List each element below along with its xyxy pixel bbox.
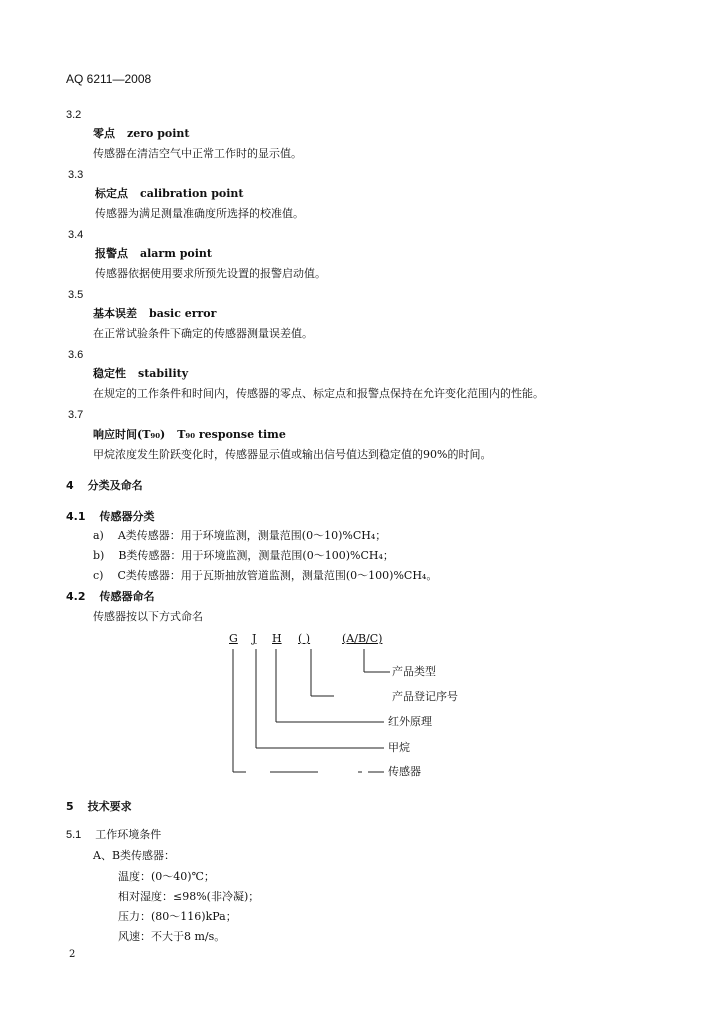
section-heading (66, 800, 132, 814)
naming-intro: 传感器按以下方式命名 (93, 610, 203, 623)
sensor-class-label: A、B类传感器： (93, 849, 176, 862)
code-letter-h: H (272, 632, 282, 645)
term-cn: 响应时间(T₉₀) (93, 428, 166, 441)
subsection-number: 4.1 (66, 510, 86, 523)
subsection-title: 工作环境条件 (95, 828, 162, 841)
term-definition: 传感器为满足测量准确度所选择的校准值。 (95, 207, 304, 220)
term-number: 3.7 (68, 409, 84, 421)
condition-pressure: 压力：(80～116)kPa； (118, 910, 237, 923)
term-number: 3.3 (68, 169, 84, 181)
term-en: basic error (149, 307, 217, 320)
term-definition: 甲烷浓度发生阶跃变化时，传感器显示值或输出信号值达到稳定值的90%的时间。 (93, 448, 492, 461)
label-registration-serial: 产品登记序号 (392, 690, 458, 703)
subsection-heading (66, 828, 161, 842)
section-number: 5 (66, 800, 74, 813)
page-number: 2 (69, 949, 76, 960)
subsection-number: 4.2 (66, 590, 86, 603)
subsection-number: 5.1 (66, 829, 82, 841)
condition-humidity: 相对湿度：≤98%(非冷凝)； (118, 890, 260, 903)
term-number: 3.6 (68, 349, 84, 361)
condition-temperature: 温度：(0～40)℃； (118, 870, 215, 883)
code-letter-j: J (252, 632, 257, 645)
subsection-title: 传感器命名 (99, 590, 155, 603)
section-title: 分类及命名 (87, 479, 143, 492)
code-letter-g: G (229, 632, 238, 645)
section-number: 4 (66, 479, 74, 492)
term-number: 3.5 (68, 289, 84, 301)
label-sensor: 传感器 (388, 765, 421, 778)
term-definition: 传感器依据使用要求所预先设置的报警启动值。 (95, 267, 326, 280)
condition-wind-speed: 风速：不大于8 m/s。 (118, 930, 226, 943)
term-cn: 基本误差 (93, 307, 137, 320)
term-definition: 传感器在清洁空气中正常工作时的显示值。 (93, 147, 302, 160)
subsection-title: 传感器分类 (99, 510, 155, 523)
term-definition: 在规定的工作条件和时间内，传感器的零点、标定点和报警点保持在允许变化范围内的性能。 (93, 387, 544, 400)
term-en: T₉₀ response time (177, 428, 286, 441)
list-marker: a) (93, 529, 104, 542)
standard-code: AQ 6211—2008 (66, 72, 152, 86)
list-marker: c) (93, 569, 104, 582)
list-text: A类传感器：用于环境监测，测量范围(0～10)%CH₄； (117, 529, 387, 542)
term-en: calibration point (140, 187, 244, 200)
term-en: alarm point (140, 247, 212, 260)
code-type: (A/B/C) (342, 632, 383, 645)
list-text: B类传感器：用于环境监测，测量范围(0～100)%CH₄； (118, 549, 394, 562)
label-product-type: 产品类型 (392, 665, 436, 678)
label-infrared-principle: 红外原理 (388, 715, 432, 728)
term-cn: 标定点 (95, 187, 128, 200)
section-title: 技术要求 (87, 800, 132, 813)
term-cn: 稳定性 (93, 367, 126, 380)
list-marker: b) (93, 549, 105, 562)
term-number: 3.4 (68, 229, 84, 241)
term-number: 3.2 (66, 109, 82, 121)
term-cn: 报警点 (95, 247, 128, 260)
term-cn: 零点 (93, 127, 115, 140)
term-en: stability (138, 367, 189, 380)
code-serial-placeholder: ( ) (298, 632, 311, 645)
list-text: C类传感器：用于瓦斯抽放管道监测，测量范围(0～100)%CH₄。 (117, 569, 438, 582)
label-methane: 甲烷 (388, 741, 410, 754)
term-en: zero point (127, 127, 190, 140)
term-definition: 在正常试验条件下确定的传感器测量误差值。 (93, 327, 313, 340)
